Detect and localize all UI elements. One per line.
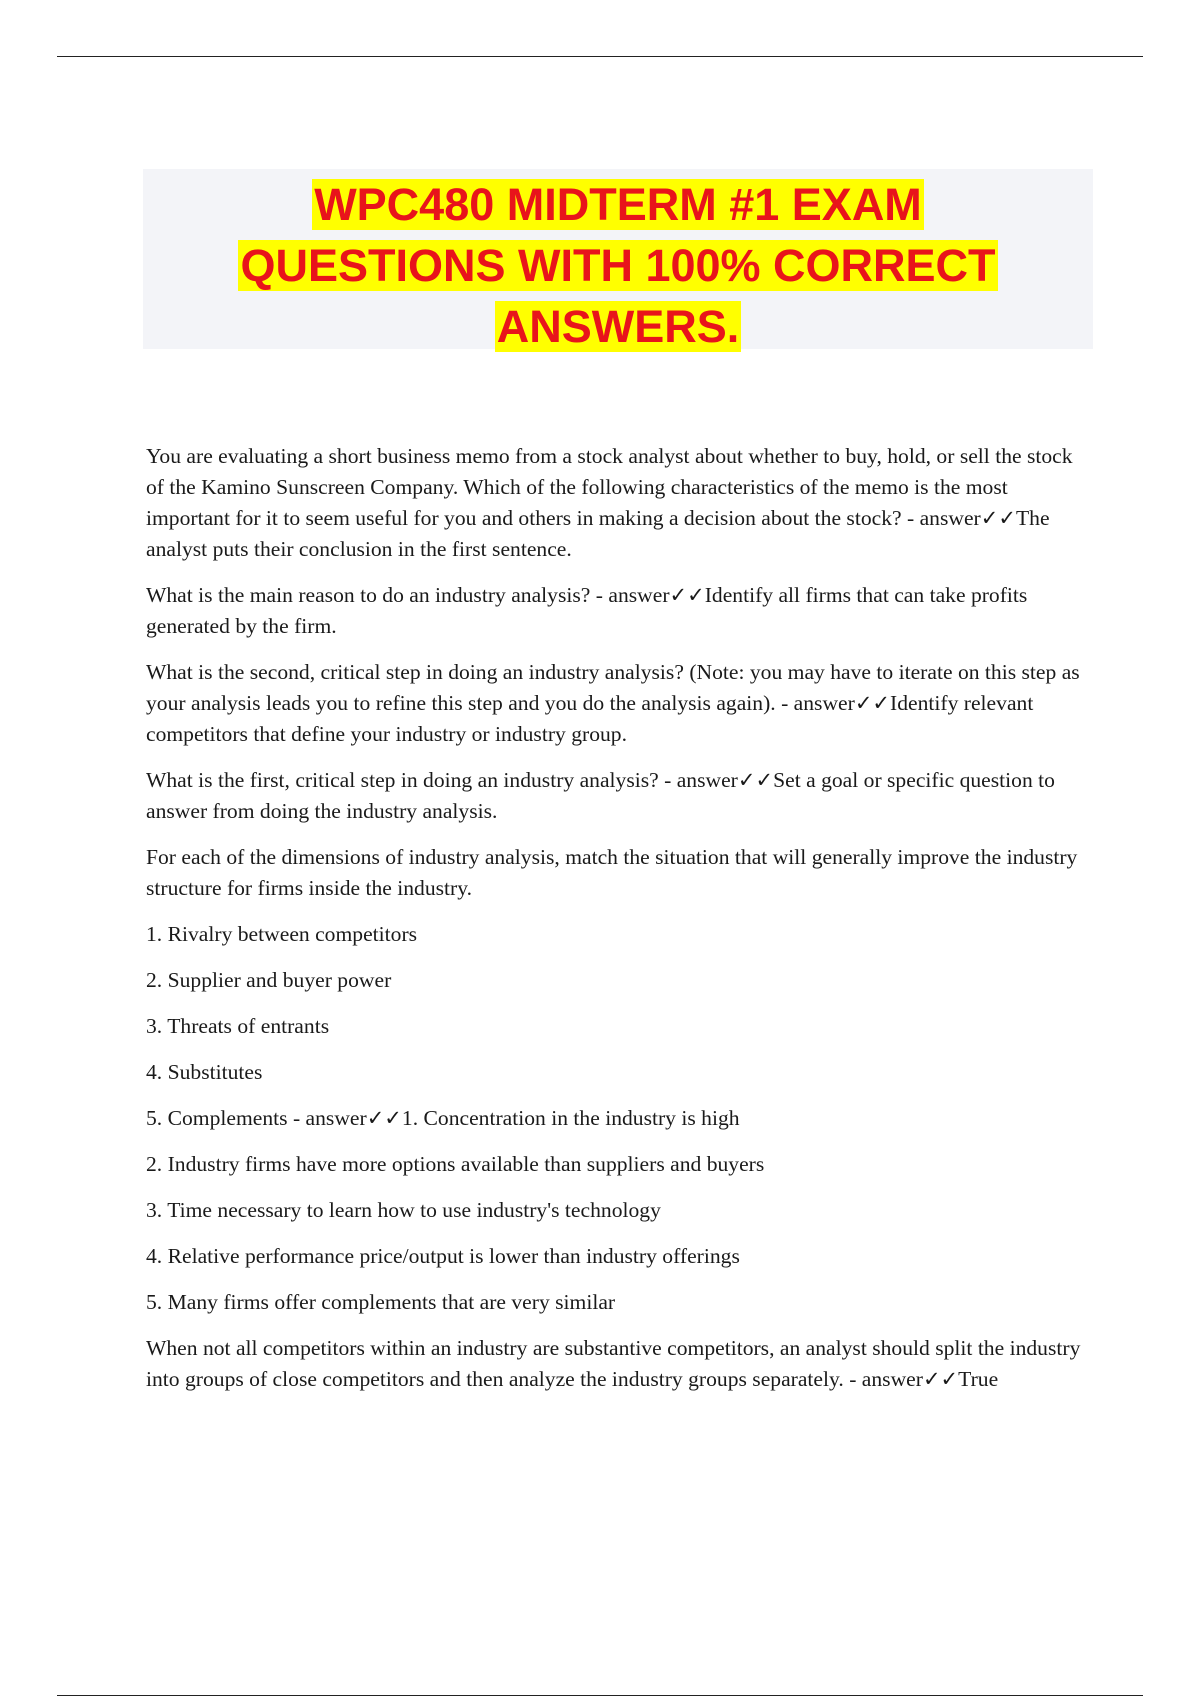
question-text: You are evaluating a short business memo from a stock analyst about whether to buy, hold, or sell the stock of the Kamino Sunscreen Company. Which of the following characteristics of the memo is the most important for it to seem useful for you and others in making a decision about the stock? - answer (146, 444, 1073, 530)
qa-item (146, 441, 1086, 565)
answer-text: True (958, 1367, 999, 1391)
qa-item (146, 1333, 1086, 1395)
match-dimension-item: 1. Rivalry between competitors (146, 922, 418, 946)
question-text: 5. Complements - answer (146, 1106, 367, 1130)
title-line-1: WPC480 MIDTERM #1 EXAM (314, 179, 922, 230)
match-dimension-item-last (146, 1103, 1086, 1134)
match-answer-item: 3. Time necessary to learn how to use industry's technology (146, 1198, 661, 1222)
match-answer-item: 4. Relative performance price/output is lower than industry offerings (146, 1244, 740, 1268)
bottom-rule (57, 1695, 1143, 1696)
check-icon: ✓✓ (669, 583, 705, 607)
check-icon: ✓✓ (980, 506, 1016, 530)
qa-item (146, 657, 1086, 750)
title-line-2: QUESTIONS WITH 100% CORRECT (240, 240, 996, 291)
question-text: When not all competitors within an industry are substantive competitors, an analyst should split the industry into groups of close competitors and then analyze the industry groups separately. - answer (146, 1336, 1081, 1391)
answer-text: Set a goal or specific question to answer from doing the industry analysis. (146, 768, 1055, 823)
match-answer-item: 2. Industry firms have more options available than suppliers and buyers (146, 1152, 765, 1176)
match-answer-item: 5. Many firms offer complements that are very similar (146, 1290, 616, 1314)
document-title (143, 169, 1093, 352)
answer-text: Identify all firms that can take profits generated by the firm. (146, 583, 1028, 638)
top-rule (57, 56, 1143, 57)
document-body (146, 441, 1086, 1410)
title-line-3: ANSWERS. (496, 301, 740, 352)
check-icon: ✓✓ (366, 1106, 402, 1130)
match-dimension-item: 2. Supplier and buyer power (146, 968, 392, 992)
answer-text: Identify relevant competitors that define your industry or industry group. (146, 691, 1034, 746)
answer-text: The analyst puts their conclusion in the first sentence. (146, 506, 1050, 561)
question-text: What is the main reason to do an industry analysis? - answer (146, 583, 670, 607)
check-icon: ✓✓ (922, 1367, 959, 1391)
question-text: What is the second, critical step in doing an industry analysis? (Note: you may have to iterate on this step as your analysis leads you to refine this step and you do the analysis again). - answer (146, 660, 1080, 715)
match-dimension-item: 3. Threats of entrants (146, 1014, 330, 1038)
qa-item (146, 580, 1086, 642)
question-text: What is the first, critical step in doing an industry analysis? - answer (146, 768, 738, 792)
qa-item (146, 765, 1086, 827)
check-icon: ✓✓ (854, 691, 891, 715)
match-dimension-item: 4. Substitutes (146, 1060, 263, 1084)
check-icon: ✓✓ (737, 768, 774, 792)
answer-text: 1. Concentration in the industry is high (401, 1106, 740, 1130)
match-question-intro: For each of the dimensions of industry analysis, match the situation that will generally improve the industry structure for firms inside the industry. (146, 845, 1078, 900)
